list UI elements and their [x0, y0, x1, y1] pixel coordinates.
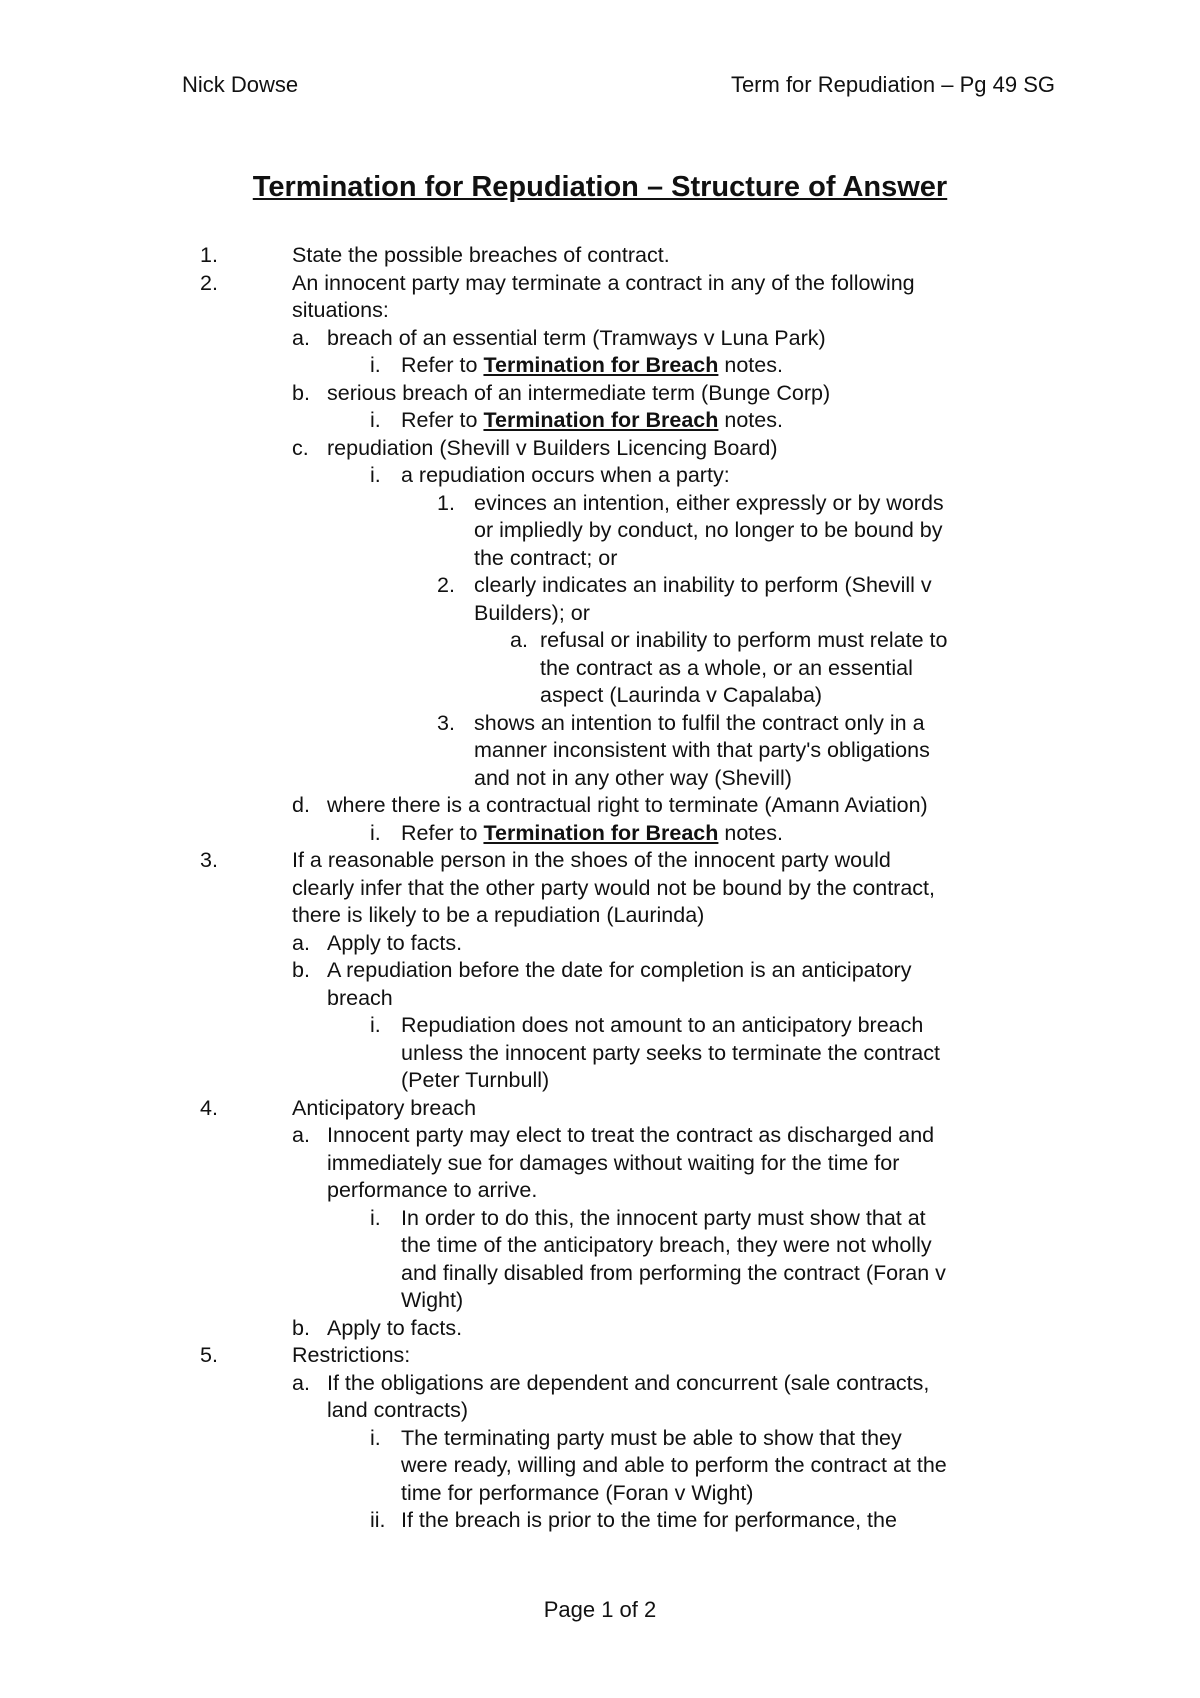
text-segment: The terminating party must be able to show that they — [401, 1425, 902, 1450]
list-item-text — [292, 1095, 476, 1123]
list-marker: 1. — [437, 490, 455, 515]
list-item-text — [401, 1425, 902, 1453]
text-segment: the contract; or — [474, 545, 618, 570]
text-segment: performance to arrive. — [327, 1178, 538, 1202]
list-item-text — [540, 655, 913, 683]
list-marker: d. — [292, 793, 310, 817]
outline-line — [0, 600, 1200, 628]
outline-line — [0, 270, 1200, 298]
page-title: Termination for Repudiation – Structure of Answer — [252, 171, 948, 203]
list-marker: a. — [292, 1123, 310, 1147]
text-segment: Anticipatory breach — [292, 1095, 477, 1120]
list-item-text — [401, 1260, 946, 1288]
outline-line — [0, 435, 1200, 463]
list-item-text — [292, 270, 915, 298]
outline-line — [0, 1095, 1200, 1123]
outline-line — [0, 875, 1200, 903]
list-item-text — [327, 792, 928, 820]
outline-line — [0, 1507, 1200, 1535]
text-segment: Restrictions: — [292, 1343, 411, 1367]
list-marker: b. — [292, 958, 310, 982]
outline-line — [0, 1012, 1200, 1040]
text-segment: In order to do this, the innocent party must show that at — [401, 1205, 926, 1230]
outline-line — [0, 297, 1200, 325]
text-segment: time for performance (Foran v Wight) — [401, 1480, 754, 1505]
list-item-text — [292, 242, 670, 270]
outline-line — [0, 902, 1200, 930]
outline-line — [0, 325, 1200, 353]
list-item-text — [327, 435, 778, 463]
outline-line — [0, 792, 1200, 820]
outline-line — [0, 242, 1200, 270]
cross-reference: Termination for Breach — [483, 820, 719, 845]
list-item-text — [292, 847, 891, 875]
outline-line — [0, 380, 1200, 408]
list-item-text — [474, 600, 590, 628]
outline-line — [0, 655, 1200, 683]
text-segment: An innocent party may terminate a contract in any of the following — [292, 270, 915, 295]
list-marker: a. — [292, 1370, 310, 1395]
outline-line — [0, 407, 1200, 435]
text-segment: A repudiation before the date for completion is an anticipatory — [327, 958, 912, 982]
list-marker: 1. — [200, 243, 218, 267]
text-segment: immediately sue for damages without waiting for the time for — [327, 1150, 900, 1175]
text-segment: notes. — [718, 408, 783, 432]
outline-line — [0, 1315, 1200, 1343]
text-segment: Apply to facts. — [327, 930, 463, 955]
list-marker: a. — [292, 930, 310, 955]
list-item-text — [327, 1122, 934, 1150]
outline-line — [0, 1397, 1200, 1425]
text-segment: clearly infer that the other party would not be bound by the contract, — [292, 875, 935, 900]
list-item-text — [540, 627, 947, 655]
text-segment: Refer to — [401, 820, 484, 845]
outline-line — [0, 1452, 1200, 1480]
text-segment: shows an intention to fulfil the contract only in a — [474, 710, 925, 735]
text-segment: and finally disabled from performing the contract (Foran v — [401, 1260, 946, 1285]
list-item-text — [474, 545, 617, 573]
list-marker: i. — [370, 1425, 381, 1450]
list-marker: 3. — [200, 848, 218, 872]
outline-line — [0, 1425, 1200, 1453]
text-segment: Refer to — [401, 353, 484, 377]
list-item-text — [292, 297, 389, 325]
list-marker: 5. — [200, 1343, 218, 1367]
outline-line — [0, 1260, 1200, 1288]
outline-line — [0, 820, 1200, 848]
text-segment: a repudiation occurs when a party: — [401, 463, 730, 487]
cross-reference: Termination for Breach — [483, 353, 719, 377]
text-segment: notes. — [718, 353, 783, 377]
outline-line — [0, 847, 1200, 875]
header-author: Nick Dowse — [182, 72, 299, 97]
list-marker: b. — [292, 380, 310, 405]
list-item-text — [401, 1232, 932, 1260]
text-segment: where there is a contractual right to terminate (Amann Aviation) — [327, 793, 928, 817]
text-segment: Refer to — [401, 408, 484, 432]
outline-line — [0, 765, 1200, 793]
list-item-text — [474, 490, 944, 518]
list-item-text — [401, 1205, 926, 1233]
text-segment: manner inconsistent with that party's obligations — [474, 738, 930, 762]
outline-line — [0, 1480, 1200, 1508]
list-marker: a. — [292, 325, 310, 350]
list-marker: b. — [292, 1315, 310, 1340]
list-marker: i. — [370, 820, 381, 845]
text-segment: and not in any other way (Shevill) — [474, 765, 792, 790]
text-segment: the contract as a whole, or an essential — [540, 655, 913, 680]
list-item-text — [401, 1040, 940, 1068]
text-segment: (Peter Turnbull) — [401, 1068, 550, 1092]
text-segment: unless the innocent party seeks to terminate the contract — [401, 1040, 940, 1065]
outline-line — [0, 682, 1200, 710]
outline-line — [0, 490, 1200, 518]
text-segment: the time of the anticipatory breach, they were not wholly — [401, 1233, 932, 1257]
outline-line — [0, 462, 1200, 490]
list-item-text — [327, 957, 911, 985]
text-segment: Innocent party may elect to treat the contract as discharged and — [327, 1123, 935, 1147]
text-segment: If the obligations are dependent and concurrent (sale contracts, — [327, 1370, 930, 1395]
text-segment: Apply to facts. — [327, 1315, 463, 1340]
list-marker: 2. — [437, 573, 455, 597]
list-item-text — [327, 1370, 929, 1398]
text-segment: If the breach is prior to the time for performance, the — [401, 1508, 897, 1532]
text-segment: notes. — [718, 820, 783, 845]
list-item-text — [327, 930, 462, 958]
list-item-text — [327, 1177, 537, 1205]
list-item-text — [401, 352, 783, 380]
text-segment: breach of an essential term (Tramways v Luna Park) — [327, 325, 826, 350]
list-marker: 3. — [437, 710, 455, 735]
text-segment: State the possible breaches of contract. — [292, 243, 670, 267]
outline-line — [0, 930, 1200, 958]
text-segment: refusal or inability to perform must relate to — [540, 628, 948, 652]
list-marker: i. — [370, 1205, 381, 1230]
list-item-text — [292, 902, 704, 930]
list-item-text — [327, 1150, 899, 1178]
outline-line — [0, 1232, 1200, 1260]
list-item-text — [401, 407, 783, 435]
header-topic: Term for Repudiation – Pg 49 SG — [730, 72, 1055, 97]
outline-line — [0, 1370, 1200, 1398]
list-marker: c. — [292, 435, 309, 460]
outline-line — [0, 545, 1200, 573]
list-marker: i. — [370, 1013, 381, 1037]
text-segment: breach — [327, 985, 393, 1010]
answer-outline — [0, 242, 1200, 1535]
text-segment: evinces an intention, either expressly or by words — [474, 490, 944, 515]
text-segment: there is likely to be a repudiation (Laurinda) — [292, 903, 705, 927]
outline-line — [0, 957, 1200, 985]
list-item-text — [401, 1287, 463, 1315]
list-item-text — [401, 1067, 549, 1095]
list-item-text — [401, 820, 783, 848]
outline-line — [0, 572, 1200, 600]
list-item-text — [474, 710, 925, 738]
page-number: Page 1 of 2 — [543, 1597, 657, 1622]
outline-line — [0, 1177, 1200, 1205]
text-segment: Builders); or — [474, 600, 590, 625]
list-marker: i. — [370, 463, 381, 487]
text-segment: aspect (Laurinda v Capalaba) — [540, 683, 823, 707]
list-item-text — [474, 572, 932, 600]
text-segment: or impliedly by conduct, no longer to be bound by — [474, 518, 943, 542]
outline-line — [0, 1205, 1200, 1233]
outline-line — [0, 627, 1200, 655]
text-segment: Repudiation does not amount to an anticipatory breach — [401, 1013, 924, 1037]
list-marker: i. — [370, 353, 381, 377]
text-segment: If a reasonable person in the shoes of the innocent party would — [292, 848, 891, 872]
list-item-text — [474, 765, 792, 793]
outline-line — [0, 1122, 1200, 1150]
list-item-text — [292, 875, 935, 903]
outline-line — [0, 1287, 1200, 1315]
outline-line — [0, 517, 1200, 545]
outline-line — [0, 985, 1200, 1013]
list-item-text — [327, 380, 830, 408]
list-item-text — [401, 462, 730, 490]
outline-line — [0, 737, 1200, 765]
list-item-text — [327, 1315, 462, 1343]
list-item-text — [474, 737, 930, 765]
outline-line — [0, 1150, 1200, 1178]
text-segment: were ready, willing and able to perform the contract at the — [401, 1453, 947, 1477]
list-item-text — [401, 1452, 947, 1480]
text-segment: clearly indicates an inability to perform (Shevill v — [474, 573, 932, 597]
outline-line — [0, 710, 1200, 738]
list-marker: 4. — [200, 1095, 218, 1120]
list-item-text — [292, 1342, 410, 1370]
list-marker: 2. — [200, 270, 218, 295]
list-item-text — [327, 985, 393, 1013]
text-segment: situations: — [292, 298, 389, 322]
outline-line — [0, 1067, 1200, 1095]
text-segment: serious breach of an intermediate term (Bunge Corp) — [327, 380, 831, 405]
list-item-text — [540, 682, 822, 710]
outline-line — [0, 352, 1200, 380]
list-marker: a. — [510, 628, 528, 652]
text-segment: Wight) — [401, 1288, 464, 1312]
list-marker: i. — [370, 408, 381, 432]
list-item-text — [401, 1480, 753, 1508]
text-segment: repudiation (Shevill v Builders Licencing Board) — [327, 435, 778, 460]
list-item-text — [474, 517, 943, 545]
outline-line — [0, 1342, 1200, 1370]
list-item-text — [401, 1507, 897, 1535]
outline-line — [0, 1040, 1200, 1068]
list-item-text — [401, 1012, 923, 1040]
text-segment: land contracts) — [327, 1398, 469, 1422]
list-marker: ii. — [370, 1508, 386, 1532]
cross-reference: Termination for Breach — [483, 408, 719, 432]
list-item-text — [327, 325, 826, 353]
list-item-text — [327, 1397, 468, 1425]
